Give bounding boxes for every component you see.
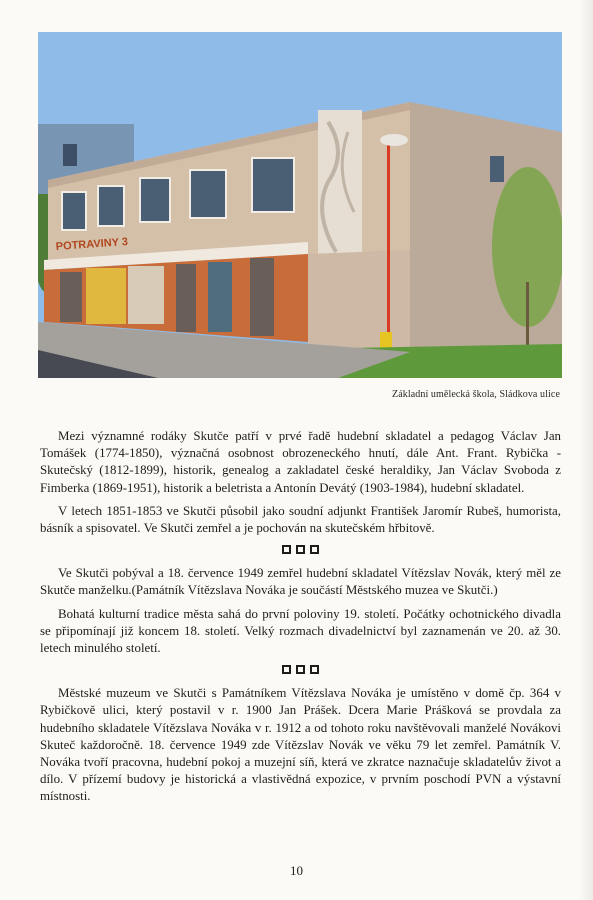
page-number: 10 (290, 863, 303, 878)
building-photo (38, 32, 562, 378)
paragraph-theatre: Bohatá kulturní tradice města sahá do první poloviny 19. století. Počátky ochotnického divadla se připomínají již koncem 18. století. Velký rozmach divadelnictví byl zaznamenán ve 20. až 30. letech minulého století. (40, 606, 561, 656)
article-body (40, 428, 561, 812)
section-separator (40, 543, 561, 558)
separator-square-icon (282, 665, 291, 674)
shop-sign: POTRAVINY 3 (55, 235, 129, 253)
separator-square-icon (282, 545, 291, 554)
photo-caption: Základní umělecká škola, Sládkova ulice (391, 389, 560, 400)
section-separator (40, 663, 561, 678)
separator-square-icon (310, 665, 319, 674)
separator-square-icon (296, 545, 305, 554)
separator-square-icon (296, 665, 305, 674)
paragraph-rubes: V letech 1851-1853 ve Skutči působil jako soudní adjunkt František Jaromír Rubeš, humorista, básník a spisovatel. Ve Skutči zemřel a je pochován na skutečském hřbitově. (40, 503, 561, 536)
paragraph-novak: Ve Skutči pobýval a 18. července 1949 zemřel hudební skladatel Vítězslav Novák, který měl ze Skutče manželku.(Památník Vítězslava Nováka je součástí Městského muzea ve Skutči.) (40, 566, 561, 598)
separator-square-icon (310, 545, 319, 554)
page-edge-shadow (579, 0, 593, 900)
paragraph-notable-natives: Mezi významné rodáky Skutče patří v prvé řadě hudební skladatel a pedagog Václav Jan Tomášek (1774-1850), význačná osobnost obrozeneckého hnutí, dále Ant. Frant. Rybička - Skutečský (1812-1899), historik, genealog a zakladatel české heraldiky, Jan Václav Svoboda z Fimberka (1869-1951), historik a beletrista a Antonín Devátý (1903-1984), hudební skladatel. (40, 429, 561, 495)
paragraph-museum: Městské muzeum ve Skutči s Památníkem Vítězslava Nováka je umístěno v domě čp. 364 v Rybičkově ulici, který postavil v r. 1900 Jan Prášek. Dcera Marie Prášková se provdala za hudebního skladatele Vítězslava Nováka v r. 1912 a od tohoto roku navštěvovali manželé Novákovi Skuteč každoročně. 18. července 1949 zde Vítězslav Novák ve věku 79 let zemřel. Památník V. Nováka tvoří pracovna, hudební pokoj a muzejní síň, která ve zkratce naznačuje skladatelův život a dílo. V přízemí budovy je historická a vlastivědná expozice, v prvním poschodí PVN a výstavní místnosti. (40, 686, 561, 804)
building-illustration (38, 32, 562, 378)
